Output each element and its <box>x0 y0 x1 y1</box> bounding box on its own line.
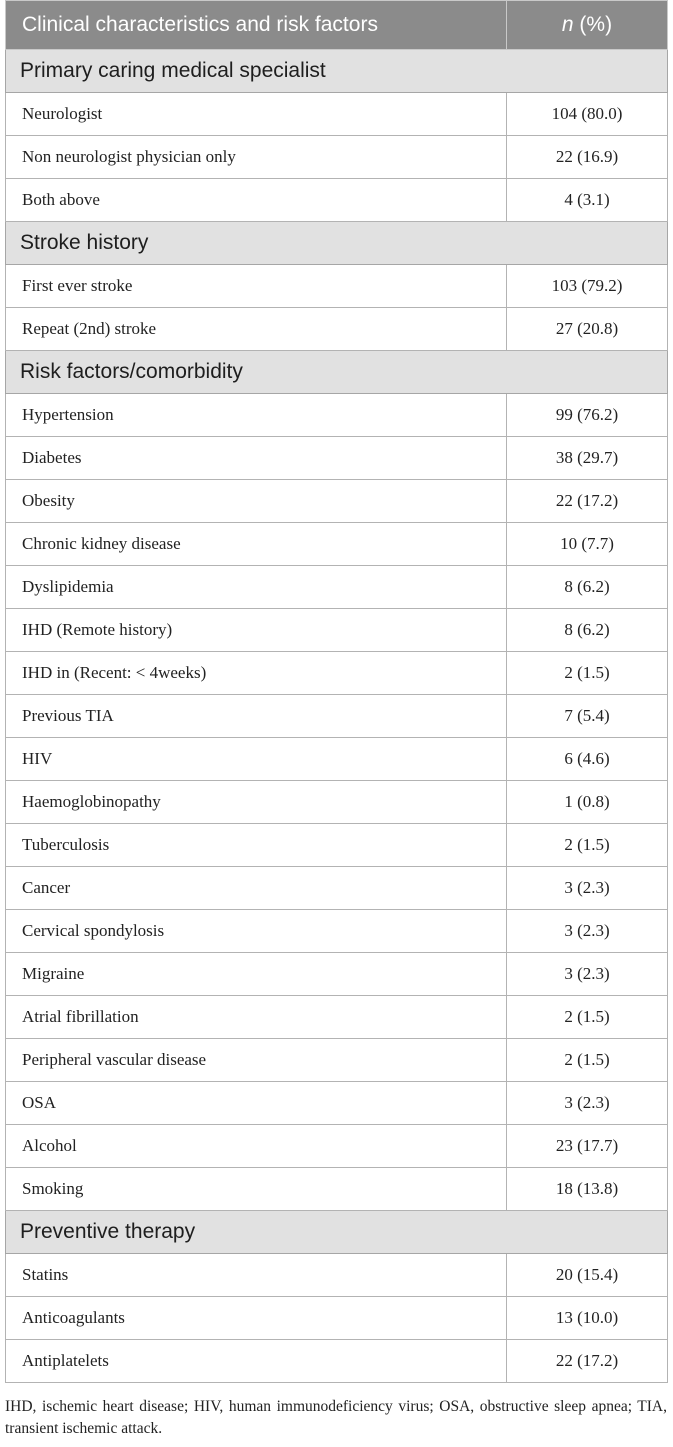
row-value: 22 (17.2) <box>507 1340 668 1383</box>
row-value: 3 (2.3) <box>507 953 668 996</box>
table-row <box>6 179 668 222</box>
table-row <box>6 1254 668 1297</box>
row-label: Chronic kidney disease <box>6 523 507 566</box>
header-n-percent <box>507 1 668 50</box>
row-value: 8 (6.2) <box>507 566 668 609</box>
row-value: 2 (1.5) <box>507 652 668 695</box>
section-header-row <box>6 351 668 394</box>
table-row <box>6 523 668 566</box>
table-row <box>6 437 668 480</box>
table-row <box>6 480 668 523</box>
row-label: Statins <box>6 1254 507 1297</box>
row-label: Haemoglobinopathy <box>6 781 507 824</box>
row-value: 2 (1.5) <box>507 824 668 867</box>
section-header-row <box>6 50 668 93</box>
row-label: Migraine <box>6 953 507 996</box>
row-value: 27 (20.8) <box>507 308 668 351</box>
row-label: Diabetes <box>6 437 507 480</box>
row-label: Smoking <box>6 1168 507 1211</box>
row-value: 10 (7.7) <box>507 523 668 566</box>
row-value: 23 (17.7) <box>507 1125 668 1168</box>
table-row <box>6 824 668 867</box>
table-row <box>6 953 668 996</box>
row-value: 2 (1.5) <box>507 1039 668 1082</box>
table-row <box>6 996 668 1039</box>
table-row <box>6 652 668 695</box>
section-title: Preventive therapy <box>6 1211 668 1254</box>
row-value: 38 (29.7) <box>507 437 668 480</box>
header-n-symbol: n <box>561 13 574 36</box>
row-label: Neurologist <box>6 93 507 136</box>
table-row <box>6 1340 668 1383</box>
table-row <box>6 1297 668 1340</box>
section-title: Risk factors/comorbidity <box>6 351 668 394</box>
row-value: 6 (4.6) <box>507 738 668 781</box>
table-row <box>6 265 668 308</box>
row-label: Both above <box>6 179 507 222</box>
header-percent-label: (%) <box>573 13 613 36</box>
table-row <box>6 609 668 652</box>
table-row <box>6 1039 668 1082</box>
row-label: Alcohol <box>6 1125 507 1168</box>
table-row <box>6 781 668 824</box>
row-label: Repeat (2nd) stroke <box>6 308 507 351</box>
row-value: 22 (16.9) <box>507 136 668 179</box>
row-label: Anticoagulants <box>6 1297 507 1340</box>
row-label: Peripheral vascular disease <box>6 1039 507 1082</box>
section-header-row <box>6 1211 668 1254</box>
row-value: 3 (2.3) <box>507 867 668 910</box>
table-row <box>6 910 668 953</box>
table-footnote: IHD, ischemic heart disease; HIV, human immunodeficiency virus; OSA, obstructive sleep apnea; TIA, transient ischemic attack. <box>5 1398 667 1437</box>
row-value: 3 (2.3) <box>507 910 668 953</box>
row-label: Cervical spondylosis <box>6 910 507 953</box>
row-label: Tuberculosis <box>6 824 507 867</box>
table-row <box>6 93 668 136</box>
row-label: IHD in (Recent: < 4weeks) <box>6 652 507 695</box>
table-row <box>6 136 668 179</box>
row-label: Previous TIA <box>6 695 507 738</box>
section-title: Primary caring medical specialist <box>6 50 668 93</box>
table-row <box>6 695 668 738</box>
table-row <box>6 1168 668 1211</box>
table-row <box>6 867 668 910</box>
table-row <box>6 1125 668 1168</box>
row-label: HIV <box>6 738 507 781</box>
row-value: 13 (10.0) <box>507 1297 668 1340</box>
row-label: OSA <box>6 1082 507 1125</box>
table-row <box>6 308 668 351</box>
row-value: 4 (3.1) <box>507 179 668 222</box>
table-row <box>6 394 668 437</box>
table-row <box>6 566 668 609</box>
row-value: 2 (1.5) <box>507 996 668 1039</box>
row-label: Atrial fibrillation <box>6 996 507 1039</box>
row-value: 18 (13.8) <box>507 1168 668 1211</box>
row-label: Non neurologist physician only <box>6 136 507 179</box>
row-value: 7 (5.4) <box>507 695 668 738</box>
table-header-row <box>6 1 668 50</box>
section-title: Stroke history <box>6 222 668 265</box>
row-label: Antiplatelets <box>6 1340 507 1383</box>
table-row <box>6 1082 668 1125</box>
row-label: Dyslipidemia <box>6 566 507 609</box>
table-body <box>6 50 668 1383</box>
table-row <box>6 738 668 781</box>
row-value: 1 (0.8) <box>507 781 668 824</box>
row-value: 104 (80.0) <box>507 93 668 136</box>
row-value: 8 (6.2) <box>507 609 668 652</box>
row-value: 3 (2.3) <box>507 1082 668 1125</box>
row-value: 22 (17.2) <box>507 480 668 523</box>
row-label: Obesity <box>6 480 507 523</box>
row-value: 103 (79.2) <box>507 265 668 308</box>
row-value: 99 (76.2) <box>507 394 668 437</box>
row-label: First ever stroke <box>6 265 507 308</box>
row-label: Cancer <box>6 867 507 910</box>
row-value: 20 (15.4) <box>507 1254 668 1297</box>
header-characteristics: Clinical characteristics and risk factors <box>6 1 507 50</box>
row-label: Hypertension <box>6 394 507 437</box>
row-label: IHD (Remote history) <box>6 609 507 652</box>
clinical-characteristics-table <box>5 0 668 1383</box>
section-header-row <box>6 222 668 265</box>
